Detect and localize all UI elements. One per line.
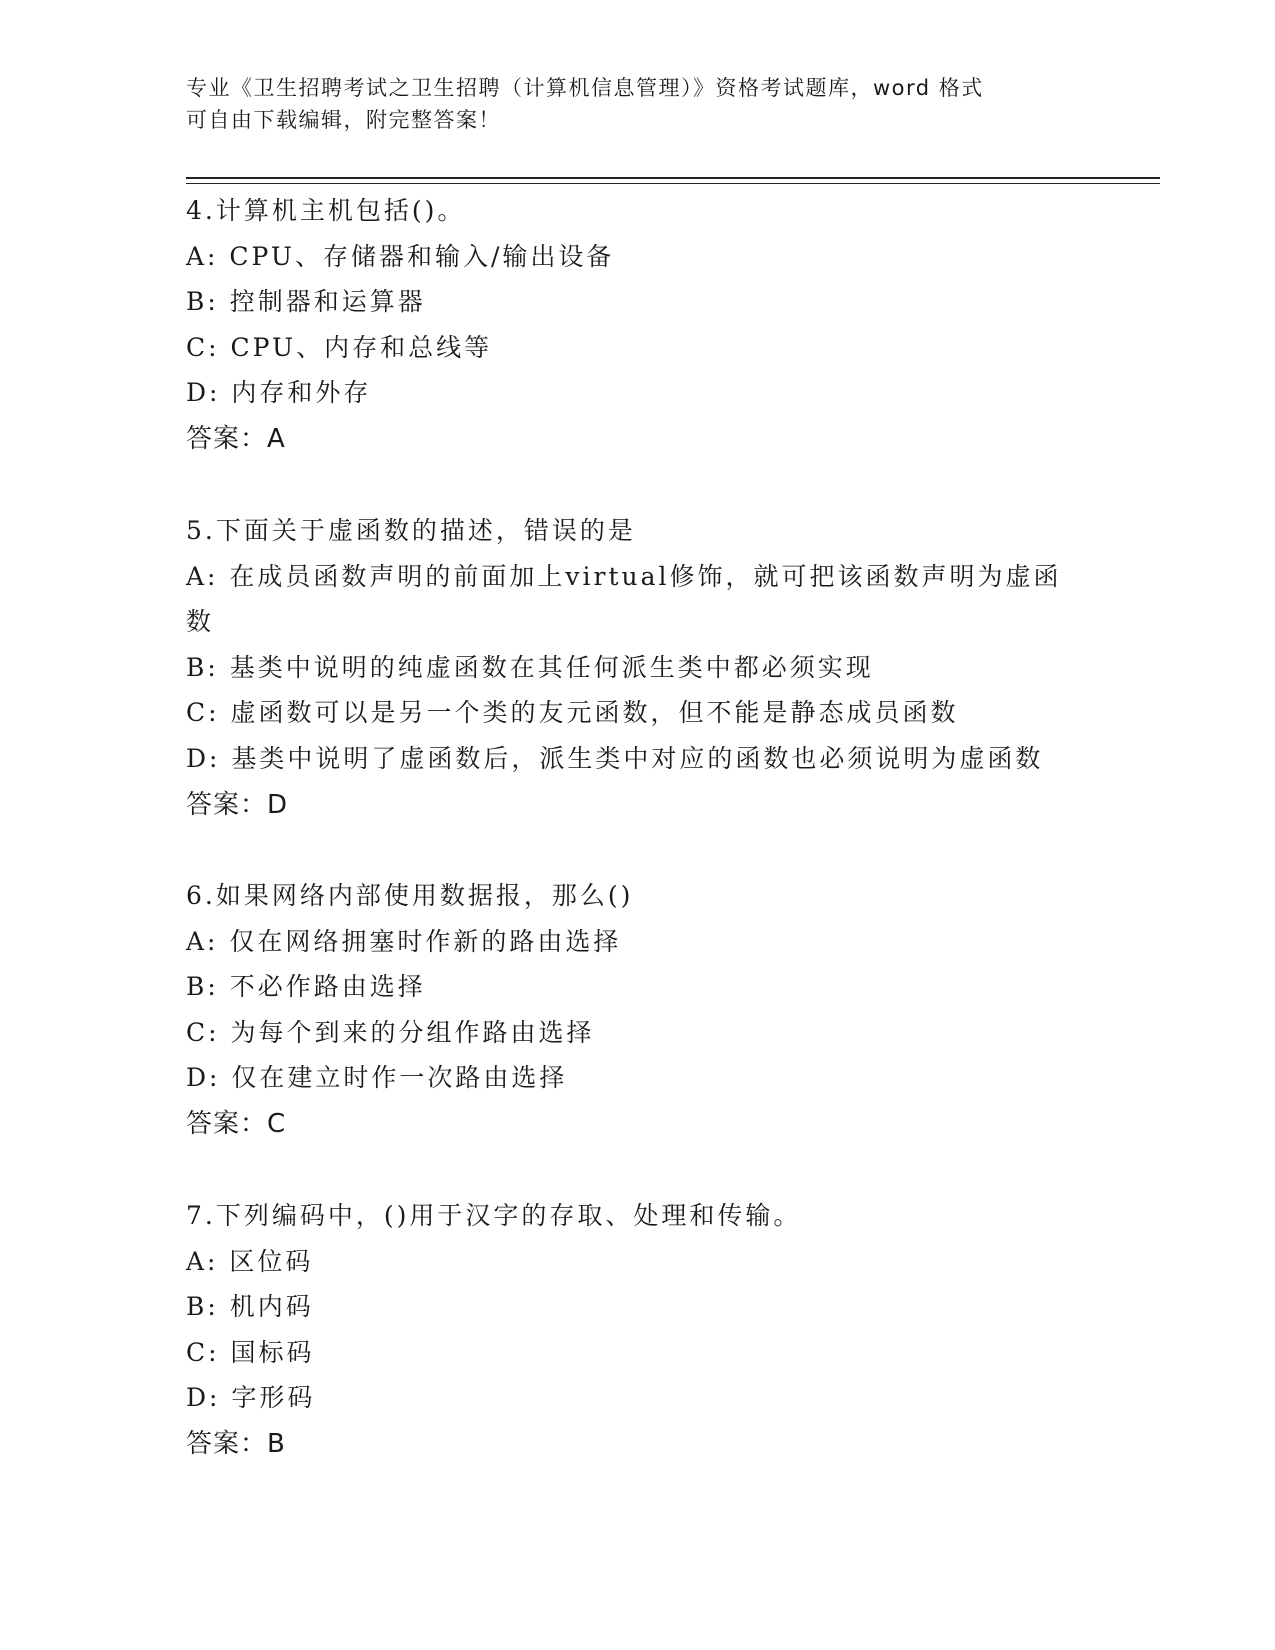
header-line-1: 专业《卫生招聘考试之卫生招聘（计算机信息管理）》资格考试题库，word 格式 bbox=[186, 76, 984, 100]
question-block-4 bbox=[186, 188, 1086, 462]
option-a: A: 仅在网络拥塞时作新的路由选择 bbox=[186, 926, 622, 956]
option-c: C: 国标码 bbox=[186, 1337, 315, 1367]
option-b: B: 机内码 bbox=[186, 1292, 314, 1322]
answer-line: 答案：C bbox=[186, 1108, 287, 1139]
answer-line: 答案：A bbox=[186, 423, 286, 454]
option-c: C: 为每个到来的分组作路由选择 bbox=[186, 1017, 595, 1047]
option-b: B: 基类中说明的纯虚函数在其任何派生类中都必须实现 bbox=[186, 652, 874, 682]
question-block-7 bbox=[186, 1193, 1086, 1467]
question-block-5 bbox=[186, 508, 1086, 828]
question-text: 7.下列编码中，()用于汉字的存取、处理和传输。 bbox=[186, 1201, 802, 1230]
option-b: B: 控制器和运算器 bbox=[186, 287, 426, 317]
option-a: A: 在成员函数声明的前面加上virtual修饰，就可把该函数声明为虚函数 bbox=[186, 561, 1062, 637]
answer-line: 答案：D bbox=[186, 789, 289, 820]
option-a: A: CPU、存储器和输入/输出设备 bbox=[186, 241, 615, 271]
option-d: D: 仅在建立时作一次路由选择 bbox=[186, 1063, 568, 1093]
question-text: 4.计算机主机包括()。 bbox=[186, 196, 466, 225]
answer-line: 答案：B bbox=[186, 1428, 286, 1459]
option-d: D: 内存和外存 bbox=[186, 378, 372, 408]
option-c: C: 虚函数可以是另一个类的友元函数，但不能是静态成员函数 bbox=[186, 698, 959, 728]
option-d: D: 字形码 bbox=[186, 1383, 316, 1413]
option-b: B: 不必作路由选择 bbox=[186, 972, 426, 1002]
option-a: A: 区位码 bbox=[186, 1246, 314, 1276]
question-text: 5.下面关于虚函数的描述，错误的是 bbox=[186, 516, 636, 545]
option-c: C: CPU、内存和总线等 bbox=[186, 332, 493, 362]
question-text: 6.如果网络内部使用数据报，那么() bbox=[186, 881, 634, 910]
header-divider-thin bbox=[186, 183, 1160, 184]
header-divider-thick bbox=[186, 177, 1160, 179]
question-block-6 bbox=[186, 873, 1086, 1147]
option-d: D: 基类中说明了虚函数后，派生类中对应的函数也必须说明为虚函数 bbox=[186, 743, 1044, 773]
header-line-2: 可自由下载编辑，附完整答案！ bbox=[186, 108, 501, 132]
document-header bbox=[186, 72, 1106, 136]
